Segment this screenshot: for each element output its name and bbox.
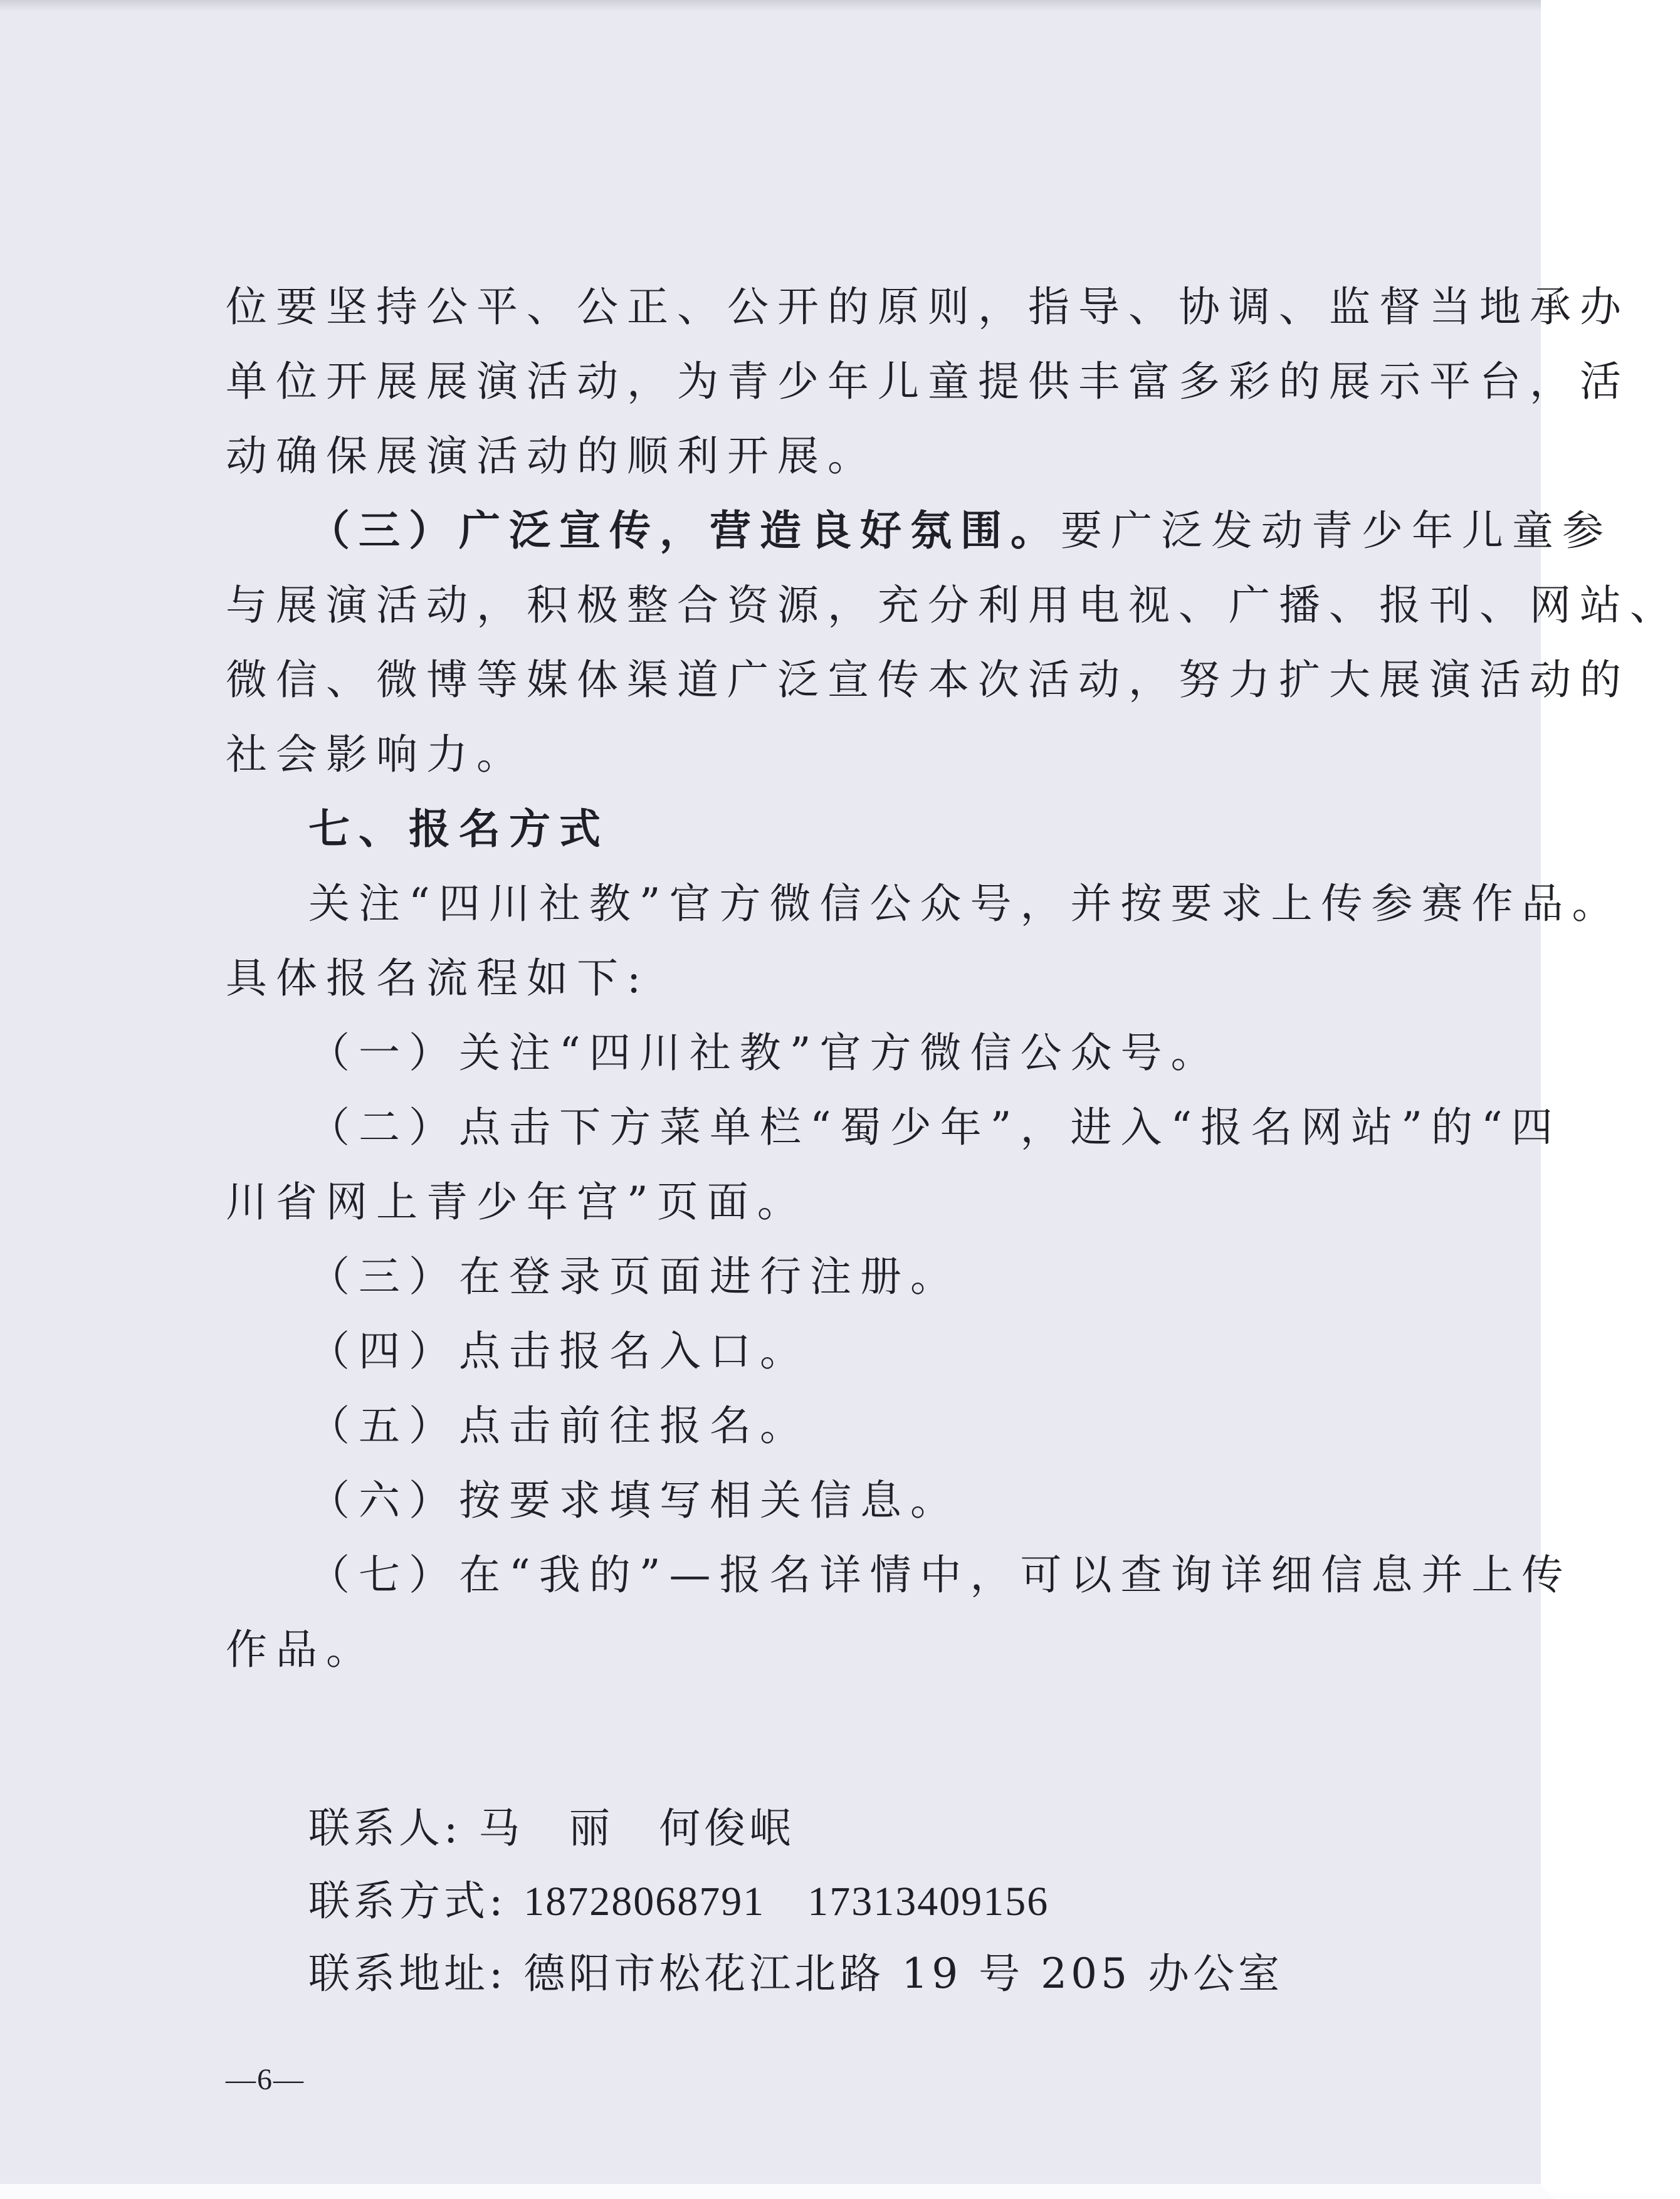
step-item-continued: 川省网上青少年宫”页面。 <box>226 1178 807 1226</box>
paragraph-line: 单位开展展演活动，为青少年儿童提供丰富多彩的展示平台，活 <box>226 357 1630 406</box>
contact-person-label: 联系人: <box>308 1804 462 1852</box>
contact-phone-value: 18728068791 17313409156 <box>523 1879 1049 1924</box>
step-item: （三）在登录页面进行注册。 <box>308 1252 960 1301</box>
contact-person-value: 马 丽 何俊岷 <box>478 1804 795 1852</box>
contact-phone <box>226 1865 1373 1938</box>
paragraph-line: 位要坚持公平、公正、公开的原则，指导、协调、监督当地承办 <box>226 283 1630 331</box>
paragraph-line: 社会影响力。 <box>226 730 527 779</box>
contact-address <box>226 1938 1373 2010</box>
paragraph-line: 具体报名流程如下: <box>226 954 650 1002</box>
step-item: （六）按要求填写相关信息。 <box>308 1476 960 1525</box>
spacer <box>226 1687 1373 1792</box>
contact-address-label: 联系地址: <box>308 1950 507 1998</box>
section-3-first-line <box>226 493 1612 568</box>
paragraph-line: 微信、微博等媒体渠道广泛宣传本次活动，努力扩大展演活动的 <box>226 656 1630 704</box>
step-item: （四）点击报名入口。 <box>308 1327 810 1375</box>
step-item: （一）关注“四川社教”官方微信公众号。 <box>308 1029 1221 1077</box>
document-body <box>226 270 1680 2010</box>
step-item-continued: 作品。 <box>226 1625 376 1674</box>
contact-person <box>226 1792 1373 1865</box>
contact-address-value: 德阳市松花江北路 19 号 205 办公室 <box>523 1950 1284 1998</box>
section-3-bold-lead: （三）广泛宣传，营造良好氛围。 <box>308 506 1061 555</box>
paragraph-line: 动确保展演活动的顺利开展。 <box>226 432 878 480</box>
step-item: （二）点击下方菜单栏“蜀少年”，进入“报名网站”的“四 <box>308 1103 1562 1152</box>
page-number: —6— <box>226 2063 305 2096</box>
paragraph-line: 关注“四川社教”官方微信公众号，并按要求上传参赛作品。 <box>308 879 1622 928</box>
step-item: （七）在“我的”—报名详情中，可以查询详细信息并上传 <box>308 1551 1572 1599</box>
contact-phone-label: 联系方式: <box>308 1877 507 1925</box>
scan-edge <box>0 0 1541 11</box>
section-3-line-rest: 要广泛发动青少年儿童参 <box>1061 506 1612 555</box>
paragraph-line: 与展演活动，积极整合资源，充分利用电视、广播、报刊、网站、 <box>226 581 1680 629</box>
step-item: （五）点击前往报名。 <box>308 1402 810 1450</box>
section-7-heading: 七、报名方式 <box>308 805 609 853</box>
